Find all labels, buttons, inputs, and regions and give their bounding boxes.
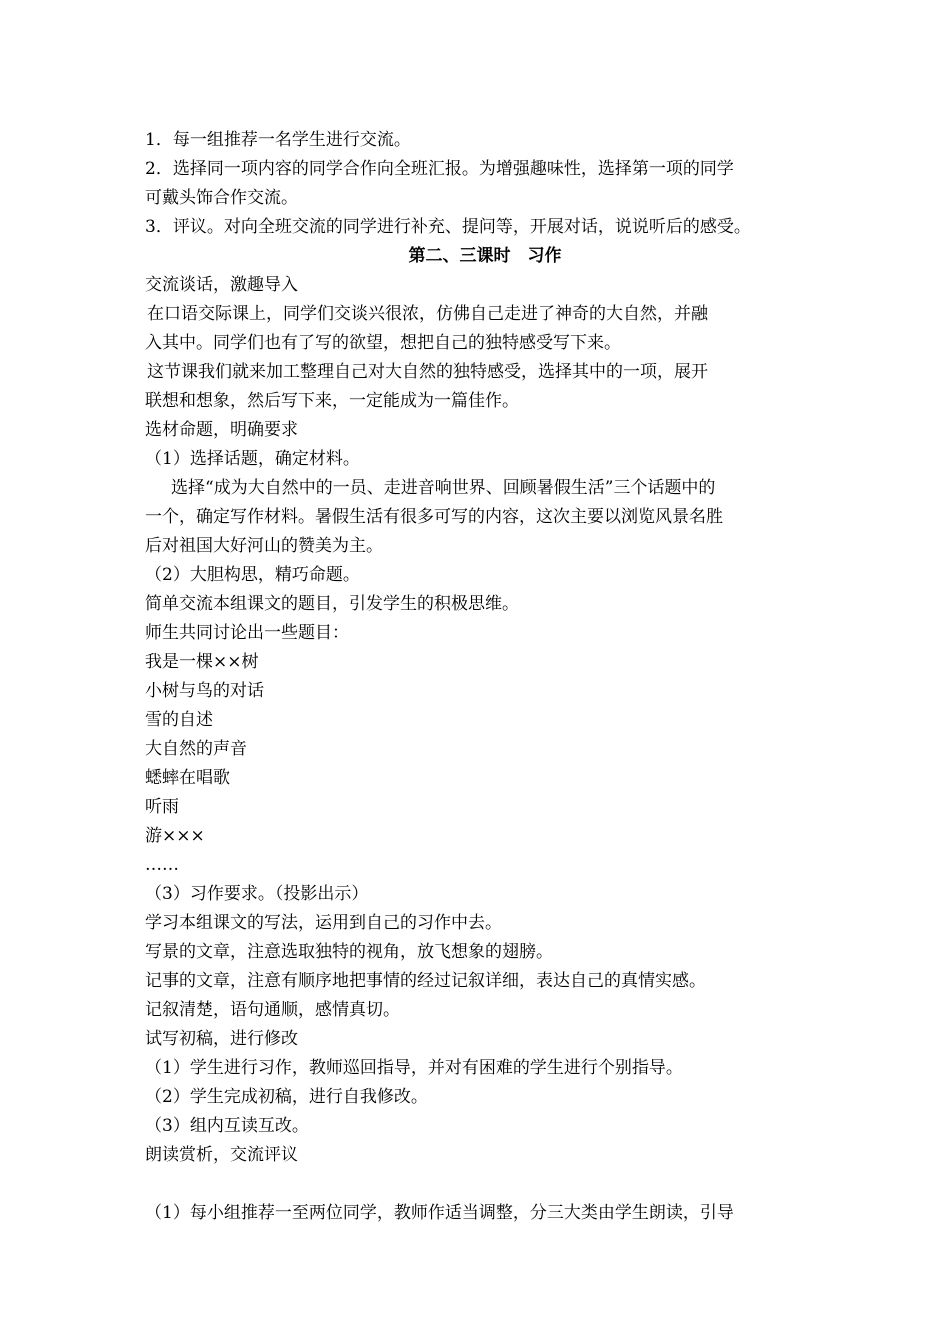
paragraph-line: 一个，确定写作材料。暑假生活有很多可写的内容，这次主要以浏览风景名胜 <box>145 507 723 527</box>
paragraph-line: 3．评议。对向全班交流的同学进行补充、提问等，开展对话，说说听后的感受。 <box>145 217 751 237</box>
title-example: 听雨 <box>145 797 179 817</box>
paragraph-line: 入其中。同学们也有了写的欲望，想把自己的独特感受写下来。 <box>145 333 621 353</box>
subsection-title: 试写初稿，进行修改 <box>145 1029 298 1049</box>
numbered-item: （3）习作要求。（投影出示） <box>145 884 369 904</box>
paragraph-line: 2．选择同一项内容的同学合作向全班汇报。为增强趣味性，选择第一项的同学 <box>145 159 734 179</box>
title-example: 小树与鸟的对话 <box>145 681 264 701</box>
paragraph-line: 写景的文章，注意选取独特的视角，放飞想象的翅膀。 <box>145 942 553 962</box>
ellipsis: …… <box>145 855 179 875</box>
numbered-item: （2）大胆构思，精巧命题。 <box>145 565 360 585</box>
numbered-item: （2）学生完成初稿，进行自我修改。 <box>145 1087 428 1107</box>
blank-line <box>145 1170 825 1199</box>
numbered-item: （1）选择话题，确定材料。 <box>145 449 360 469</box>
paragraph-line: 1．每一组推荐一名学生进行交流。 <box>145 130 411 150</box>
subsection-title: 选材命题，明确要求 <box>145 420 298 440</box>
title-example: 雪的自述 <box>145 710 213 730</box>
numbered-item: （1）每小组推荐一至两位同学，教师作适当调整，分三大类由学生朗读，引导 <box>145 1203 734 1223</box>
title-example: 我是一棵××树 <box>145 652 259 672</box>
paragraph-line: 记叙清楚，语句通顺，感情真切。 <box>145 1000 400 1020</box>
paragraph-line: 师生共同讨论出一些题目： <box>145 623 349 643</box>
numbered-item: （3）组内互读互改。 <box>145 1116 309 1136</box>
numbered-item: （1）学生进行习作，教师巡回指导，并对有困难的学生进行个别指导。 <box>145 1058 683 1078</box>
paragraph-line: 在口语交际课上，同学们交谈兴很浓，仿佛自己走进了神奇的大自然，并融 <box>147 304 708 324</box>
title-example: 大自然的声音 <box>145 739 247 759</box>
title-example: 游××× <box>145 826 205 846</box>
paragraph-line: 后对祖国大好河山的赞美为主。 <box>145 536 383 556</box>
document-body <box>145 126 825 1228</box>
paragraph-line: 记事的文章，注意有顺序地把事情的经过记叙详细，表达自己的真情实感。 <box>145 971 706 991</box>
paragraph-line: 可戴头饰合作交流。 <box>145 188 298 208</box>
subsection-title: 朗读赏析，交流评议 <box>145 1145 298 1165</box>
section-heading: 第二、三课时 习作 <box>408 246 562 266</box>
paragraph-line: 选择“成为大自然中的一员、走进音响世界、回顾暑假生活”三个话题中的 <box>171 478 716 498</box>
paragraph-line: 学习本组课文的写法，运用到自己的习作中去。 <box>145 913 502 933</box>
paragraph-line: 联想和想象，然后写下来，一定能成为一篇佳作。 <box>145 391 519 411</box>
paragraph-line: 这节课我们就来加工整理自己对大自然的独特感受，选择其中的一项，展开 <box>147 362 708 382</box>
subsection-title: 交流谈话，激趣导入 <box>145 275 298 295</box>
title-example: 蟋蟀在唱歌 <box>145 768 230 788</box>
paragraph-line: 简单交流本组课文的题目，引发学生的积极思维。 <box>145 594 519 614</box>
